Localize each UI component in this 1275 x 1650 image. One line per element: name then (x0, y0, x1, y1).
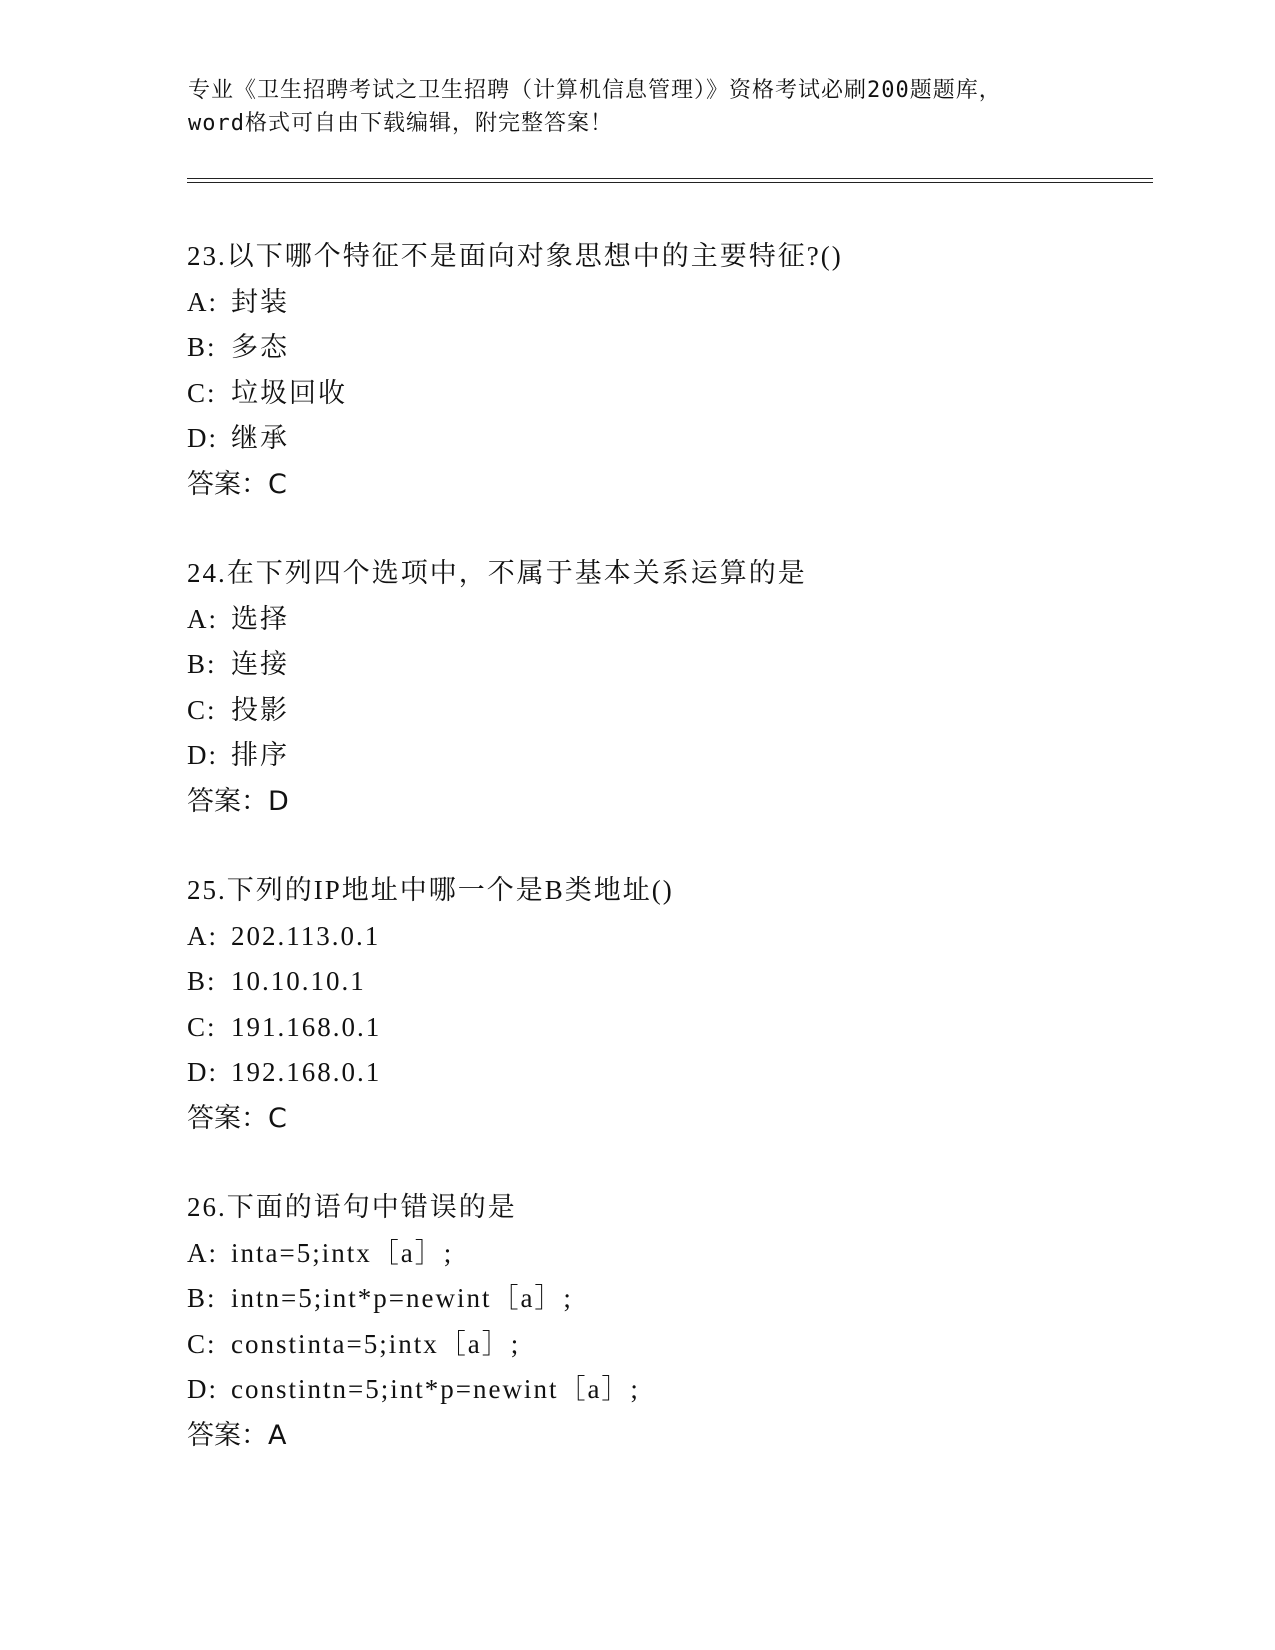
option-a (187, 597, 1147, 643)
option-a (187, 914, 1147, 960)
option-letter: B: (187, 966, 217, 996)
answer-line: 答案：C (187, 1102, 287, 1134)
option-text: 连接 (231, 649, 289, 679)
question-title: 23.以下哪个特征不是面向对象思想中的主要特征?() (187, 241, 843, 271)
option-text: 202.113.0.1 (231, 920, 381, 951)
option-a (187, 1231, 1147, 1277)
option-letter: C: (187, 1328, 217, 1359)
answer-line: 答案：A (187, 1419, 287, 1451)
option-letter: A: (187, 1237, 218, 1268)
answer-line: 答案：D (187, 785, 289, 817)
question-23 (187, 234, 1147, 507)
question-title: 26.下面的语句中错误的是 (187, 1192, 517, 1222)
question-title: 24.在下列四个选项中，不属于基本关系运算的是 (187, 558, 807, 588)
option-text: inta=5;intx［a］; (231, 1237, 454, 1268)
option-letter: A: (187, 920, 218, 951)
option-text: 多态 (231, 332, 289, 362)
option-b (187, 959, 1147, 1005)
option-text: 10.10.10.1 (231, 966, 366, 996)
document-header (188, 74, 1088, 140)
option-c (187, 1005, 1147, 1051)
option-b (187, 325, 1147, 371)
option-letter: A: (187, 603, 218, 634)
option-letter: A: (187, 286, 218, 317)
option-c (187, 688, 1147, 734)
header-line-1: 专业《卫生招聘考试之卫生招聘（计算机信息管理）》资格考试必刷200题题库， (188, 78, 1002, 103)
question-25 (187, 868, 1147, 1141)
option-d (187, 1367, 1147, 1413)
option-text: 投影 (231, 694, 289, 725)
option-letter: B: (187, 649, 217, 679)
header-divider (187, 178, 1153, 183)
option-d (187, 1050, 1147, 1096)
option-letter: C: (187, 1011, 217, 1042)
question-24 (187, 551, 1147, 824)
option-b (187, 1276, 1147, 1322)
option-d (187, 416, 1147, 462)
option-letter: B: (187, 332, 217, 362)
option-c (187, 371, 1147, 417)
option-letter: D: (187, 1374, 218, 1404)
option-text: 继承 (231, 423, 289, 453)
question-title: 25.下列的IP地址中哪一个是B类地址() (187, 875, 674, 905)
option-text: intn=5;int*p=newint［a］; (231, 1283, 573, 1313)
option-text: 排序 (231, 740, 289, 770)
option-text: 191.168.0.1 (231, 1011, 382, 1042)
answer-line: 答案：C (187, 468, 287, 500)
question-list (187, 234, 1147, 1502)
option-a (187, 280, 1147, 326)
question-26 (187, 1185, 1147, 1458)
option-b (187, 642, 1147, 688)
option-letter: C: (187, 377, 217, 408)
option-c (187, 1322, 1147, 1368)
option-text: 192.168.0.1 (231, 1057, 382, 1087)
option-d (187, 733, 1147, 779)
option-text: 选择 (231, 603, 289, 634)
option-text: constintn=5;int*p=newint［a］; (231, 1374, 640, 1404)
header-line-2: word格式可自由下载编辑，附完整答案！ (188, 111, 613, 136)
option-letter: B: (187, 1283, 217, 1313)
option-text: 封装 (231, 286, 289, 317)
option-letter: D: (187, 423, 218, 453)
option-letter: D: (187, 740, 218, 770)
option-text: constinta=5;intx［a］; (231, 1328, 521, 1359)
option-letter: D: (187, 1057, 218, 1087)
option-letter: C: (187, 694, 217, 725)
option-text: 垃圾回收 (231, 377, 347, 408)
